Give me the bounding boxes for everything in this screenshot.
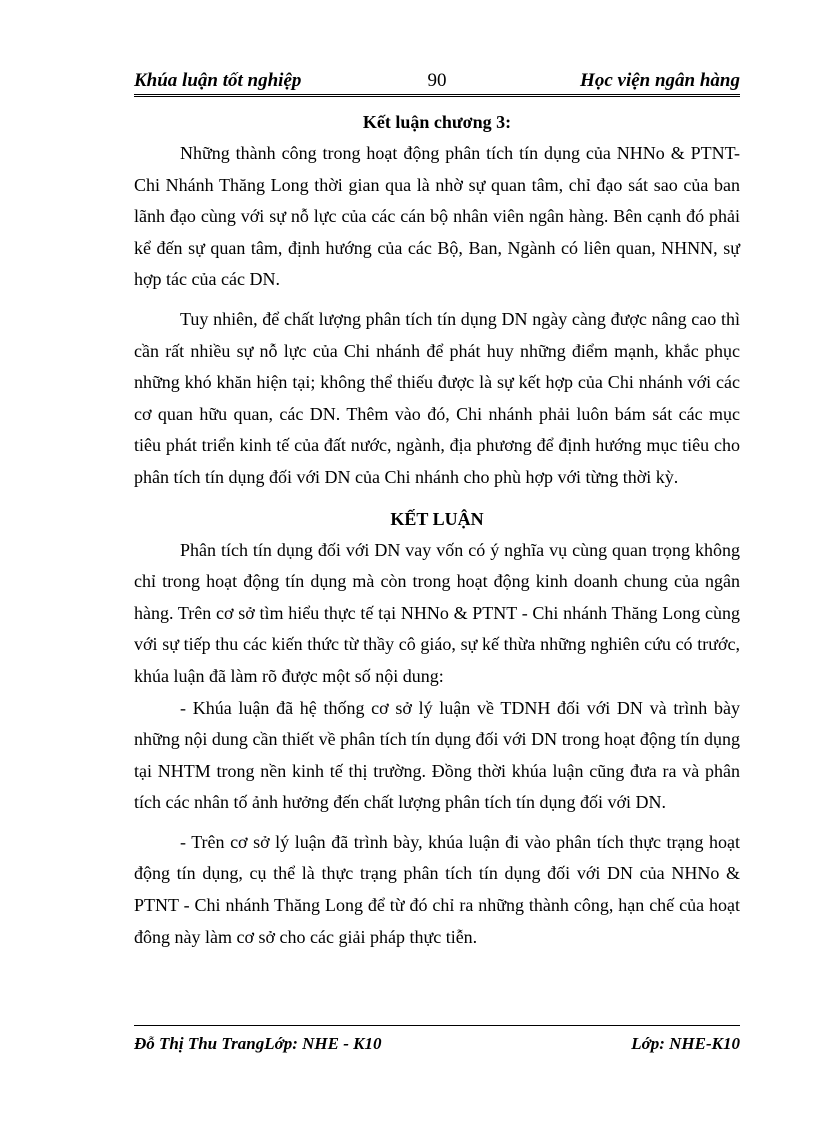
header-thesis-title: Khúa luận tốt nghiệp bbox=[134, 70, 302, 91]
paragraph: - Khúa luận đã hệ thống cơ sở lý luận về TDNH đối với DN và trình bày những nội dung cần thiết về phân tích tín dụng đối với DN trong hoạt động tín dụng tại NHTM trong nền kinh tế thị trường. Đồng thời khúa luận cũng đưa ra và phân tích các nhân tố ảnh hưởng đến chất lượng phân tích tín dụng đối với DN. bbox=[134, 697, 740, 813]
chapter-conclusion-heading: Kết luận chương 3: bbox=[362, 112, 512, 132]
footer-class: Lớp: NHE-K10 bbox=[631, 1034, 740, 1053]
paragraph: Phân tích tín dụng đối với DN vay vốn có ý nghĩa vụ cùng quan trọng không chỉ trong hoạt động tín dụng mà còn trong hoạt động kinh doanh chung của ngân hàng. Trên cơ sở tìm hiểu thực tế tại NHNo & PTNT - Chi nhánh Thăng Long cùng với sự tiếp thu các kiến thức từ thầy cô giáo, sự kế thừa những nghiên cứu có trước, khúa luận đã làm rõ được một số nội dung: bbox=[134, 539, 740, 686]
header-institution: Học viện ngân hàng bbox=[580, 70, 740, 91]
conclusion-heading: KẾT LUẬN bbox=[390, 508, 484, 529]
paragraph: Tuy nhiên, để chất lượng phân tích tín dụng DN ngày càng được nâng cao thì cần rất nhiều sự nỗ lực của Chi nhánh để phát huy những điểm mạnh, khắc phục những khó khăn hiện tại; không thể thiếu được là sự kết hợp của Chi nhánh với các cơ quan hữu quan, các DN. Thêm vào đó, Chi nhánh phải luôn bám sát các mục tiêu phát triển kinh tế của đất nước, ngành, địa phương để định hướng mục tiêu cho phân tích tín dụng đối với DN của Chi nhánh cho phù hợp với từng thời kỳ. bbox=[134, 308, 740, 487]
page-body bbox=[134, 107, 740, 953]
page-header bbox=[134, 64, 740, 97]
page-number: 90 bbox=[427, 70, 447, 91]
paragraph: - Trên cơ sở lý luận đã trình bày, khúa luận đi vào phân tích thực trạng hoạt động tín dụng, cụ thể là thực trạng phân tích tín dụng đối với DN của NHNo & PTNT - Chi nhánh Thăng Long để từ đó chỉ ra những thành công, hạn chế của hoạt đông này làm cơ sở cho các giải pháp thực tiễn. bbox=[134, 831, 740, 947]
footer-author: Đỗ Thị Thu TrangLớp: NHE - K10 bbox=[134, 1034, 382, 1053]
paragraph: Những thành công trong hoạt động phân tích tín dụng của NHNo & PTNT- Chi Nhánh Thăng Long thời gian qua là nhờ sự quan tâm, chỉ đạo sát sao của ban lãnh đạo cùng với sự nỗ lực của các cán bộ nhân viên ngân hàng. Bên cạnh đó phải kể đến sự quan tâm, định hướng của các Bộ, Ban, Ngành có liên quan, NHNN, sự hợp tác của các DN. bbox=[134, 143, 740, 290]
page-footer bbox=[134, 1025, 740, 1054]
